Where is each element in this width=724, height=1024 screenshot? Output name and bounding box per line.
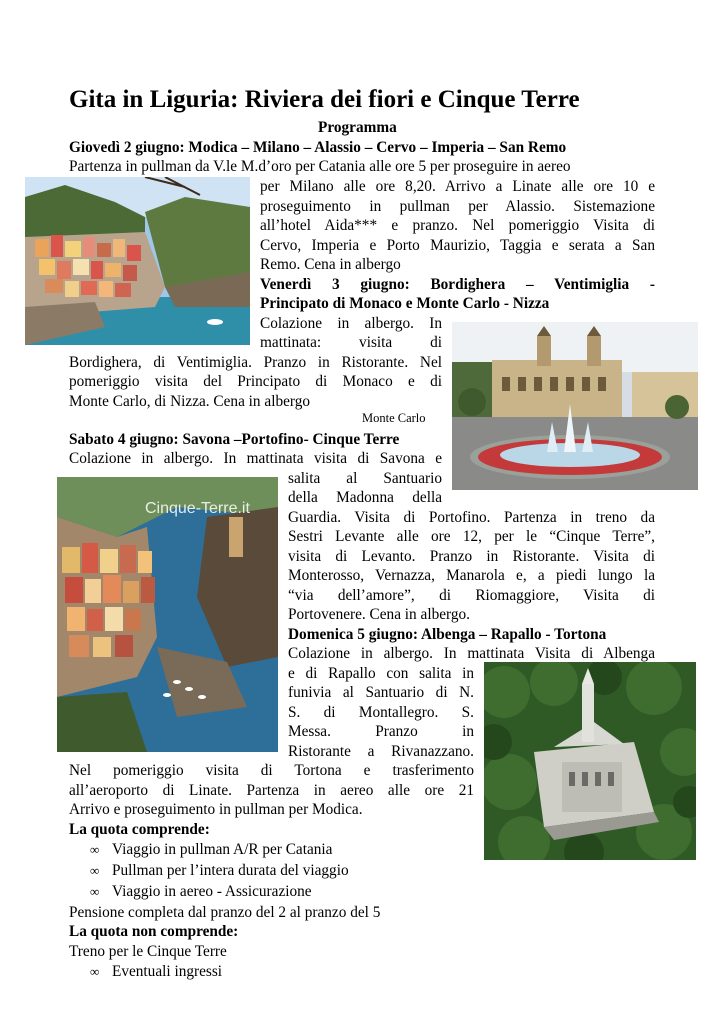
included-item: ∞ Pullman per l’intera durata del viaggio	[90, 862, 349, 879]
infinity-bullet-icon: ∞	[90, 863, 100, 878]
day4-line: e di Rapallo con salita in	[288, 665, 474, 682]
day2-line: mattinata: visita di	[260, 334, 442, 351]
excluded-item: ∞ Eventuali ingressi	[90, 963, 223, 980]
day1-line: all’hotel Aida*** e pranzo. Nel pomeriggio Visita di	[260, 217, 655, 234]
day1-heading: Giovedì 2 giugno: Modica – Milano – Alassio – Cervo – Imperia – San Remo	[69, 139, 567, 156]
day4-heading: Domenica 5 giugno: Albenga – Rapallo - Tortona	[288, 626, 607, 643]
subtitle: Programma	[318, 119, 397, 136]
day3-line: Sestri Levante alle ore 12, per le “Cinque Terre”,	[288, 528, 655, 545]
cinque-terre-village-photo	[25, 177, 250, 345]
day1-line: Partenza in pullman da V.le M.d’oro per Catania alle ore 5 per proseguire in aereo	[69, 158, 571, 175]
day4-line: funivia al Santuario di N.	[288, 684, 474, 701]
day3-line: Colazione in albergo. In mattinata visita di Savona e	[69, 450, 442, 467]
monte-carlo-photo	[452, 322, 698, 490]
excluded-line: Treno per le Cinque Terre	[69, 943, 227, 960]
day4-line: Colazione in albergo. In mattinata Visita di Albenga	[288, 645, 655, 662]
included-heading: La quota comprende:	[69, 821, 210, 838]
day1-line: Cervo, Imperia e Porto Maurizio, Taggia e serata a San	[260, 237, 655, 254]
day3-line: Guardia. Visita di Portofino. Partenza in treno da	[288, 509, 655, 526]
included-note: Pensione completa dal pranzo del 2 al pranzo del 5	[69, 904, 381, 921]
day1-line: per Milano alle ore 8,20. Arrivo a Linate alle ore 10 e	[260, 178, 655, 195]
included-item: ∞ Viaggio in pullman A/R per Catania	[90, 841, 333, 858]
day3-line: Monterosso, Vernazza, Manarola e, a piedi lungo la	[288, 567, 655, 584]
infinity-bullet-icon: ∞	[90, 964, 100, 979]
day4-line: Messa. Pranzo in	[288, 723, 474, 740]
day2-line: Colazione in albergo. In	[260, 315, 442, 332]
day4-line: all’aeroporto di Linate. Partenza in aereo alle ore 21	[69, 782, 474, 799]
day3-line: Portovenere. Cena in albergo.	[288, 606, 470, 623]
day3-heading: Sabato 4 giugno: Savona –Portofino- Cinque Terre	[69, 431, 400, 448]
cinque-terre-watermark: Cinque-Terre.it	[145, 500, 250, 517]
excluded-heading: La quota non comprende:	[69, 923, 239, 940]
day1-line: proseguimento in pullman per Alassio. Sistemazione	[260, 198, 655, 215]
day3-line: della Madonna della	[288, 489, 442, 506]
day4-line: Arrivo e proseguimento in pullman per Modica.	[69, 801, 363, 818]
day1-line: Remo. Cena in albergo	[260, 256, 401, 273]
day4-line: S. di Montallegro. S.	[288, 704, 474, 721]
day3-line: visita di Levanto. Pranzo in Ristorante. Visita di	[288, 548, 655, 565]
cinque-terre-harbour-photo	[57, 477, 278, 752]
day4-line: Nel pomeriggio visita di Tortona e trasferimento	[69, 762, 474, 779]
page-title: Gita in Liguria: Riviera dei fiori e Cinque Terre	[69, 86, 580, 113]
day4-line: Ristorante a Rivanazzano.	[288, 743, 474, 760]
day2-line: Monte Carlo, di Nizza. Cena in albergo	[69, 393, 311, 410]
day2-heading: Venerdì 3 giugno: Bordighera – Ventimiglia -	[260, 276, 655, 293]
montallegro-sanctuary-photo	[484, 662, 696, 860]
day2-line: pomeriggio visita del Principato di Monaco e di	[69, 373, 442, 390]
infinity-bullet-icon: ∞	[90, 884, 100, 899]
included-item: ∞ Viaggio in aereo - Assicurazione	[90, 883, 312, 900]
monte-carlo-caption: Monte Carlo	[362, 411, 426, 425]
day2-heading: Principato di Monaco e Monte Carlo - Nizza	[260, 295, 550, 312]
infinity-bullet-icon: ∞	[90, 842, 100, 857]
day3-line: “via dell’amore”, di Riomaggiore, Visita di	[288, 587, 655, 604]
day2-line: Bordighera, di Ventimiglia. Pranzo in Ristorante. Nel	[69, 354, 442, 371]
day3-line: salita al Santuario	[288, 470, 442, 487]
